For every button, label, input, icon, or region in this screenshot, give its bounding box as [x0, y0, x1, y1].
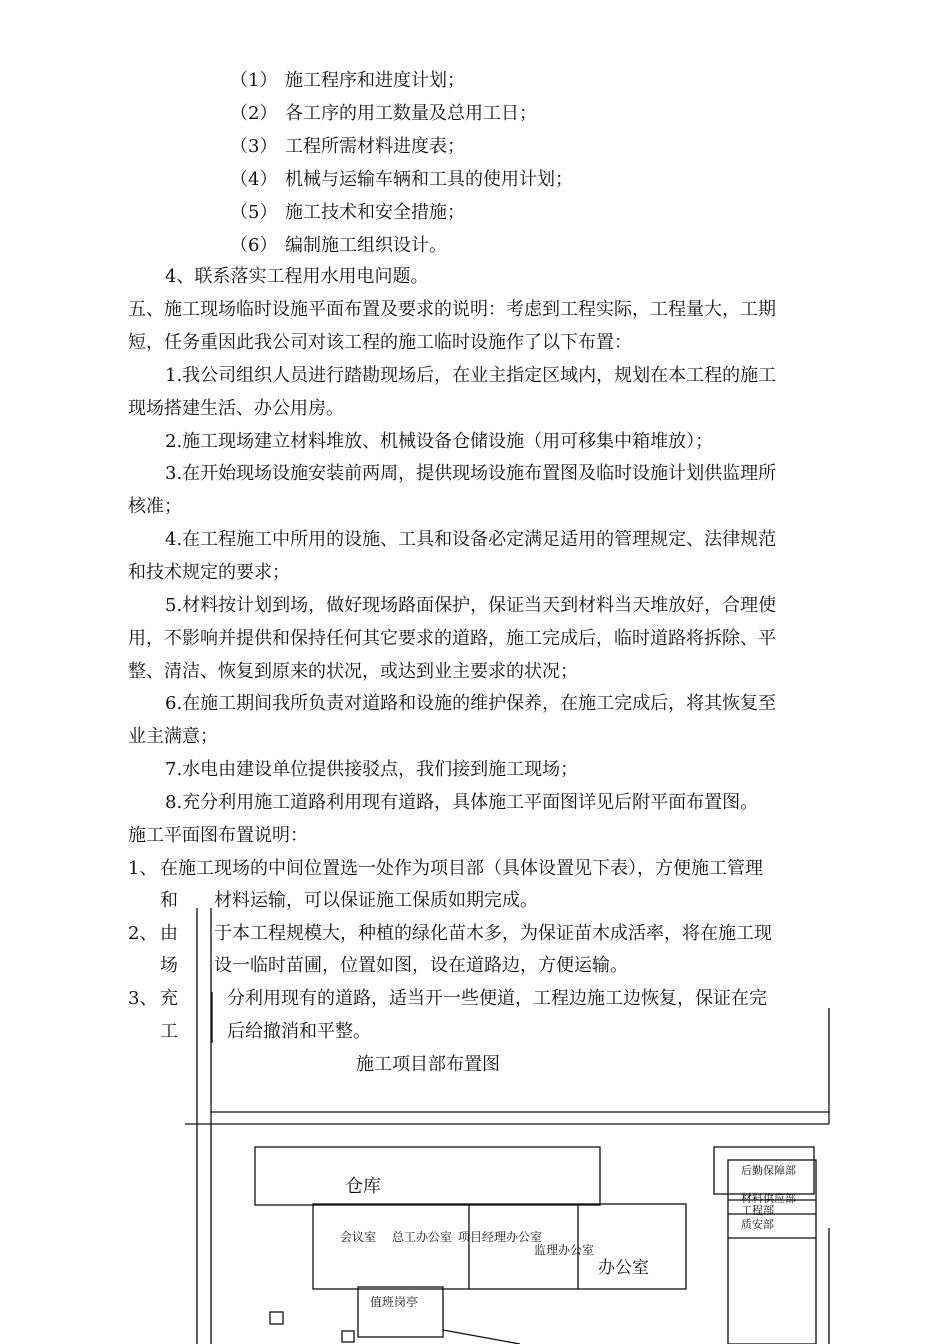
work-item-number: （6） — [230, 235, 278, 256]
layout-item-3-line-1: 分利用现有的道路，适当开一些便道，工程边施工边恢复，保证在完 — [227, 988, 767, 1009]
work-item-text: 施工程序和进度计划； — [285, 70, 465, 91]
section-5-line-1: 五、施工现场临时设施平面布置及要求的说明：考虑到工程实际，工程量大，工期 — [128, 299, 776, 320]
layout-item-1-wrap-char: 和 — [160, 890, 178, 911]
layout-item-1-number: 1、 — [128, 858, 158, 879]
supervisor-office-label: 监理办公室 — [534, 1243, 595, 1257]
quality-safety-label: 质安部 — [741, 1218, 774, 1231]
point-1-line-1: 1.我公司组织人员进行踏勘现场后，在业主指定区域内，规划在本工程的施工 — [165, 365, 777, 386]
point-8: 8.充分利用施工道路利用现有道路，具体施工平面图详见后附平面布置图。 — [165, 792, 759, 813]
layout-item-2-wrap-char-2: 场 — [160, 955, 178, 976]
point-4-line-2: 和技术规定的要求； — [128, 562, 290, 583]
layout-item-2-line-2: 设一临时苗圃，位置如图，设在道路边，方便运输。 — [214, 955, 628, 976]
layout-item-2-number: 2、 — [128, 923, 158, 944]
materials-label: 材料供应部 — [741, 1192, 796, 1205]
layout-item-3-wrap-char-2: 工 — [160, 1021, 178, 1042]
logistics-label: 后勤保障部 — [741, 1164, 796, 1177]
engineering-label: 工程部 — [741, 1204, 774, 1217]
office-label: 办公室 — [598, 1258, 649, 1278]
work-item-number: （5） — [230, 202, 278, 223]
item-4-text: 4、联系落实工程用水用电问题。 — [165, 266, 429, 287]
layout-item-3-wrap-char-1: 充 — [160, 988, 178, 1009]
bottom-road-line — [443, 1330, 520, 1344]
section-5-line-2: 短，任务重因此我公司对该工程的施工临时设施作了以下布置： — [128, 332, 632, 353]
departments-block — [728, 1160, 816, 1344]
layout-item-3-number: 3、 — [128, 988, 158, 1009]
guard-booth-label: 值班岗亭 — [370, 1295, 419, 1309]
work-item-text: 施工技术和安全措施； — [285, 202, 465, 223]
layout-item-1-line-1: 在施工现场的中间位置选一处作为项目部（具体设置见下表），方便施工管理 — [160, 858, 763, 879]
diagram-title: 施工项目部布置图 — [356, 1054, 500, 1075]
point-6-line-1: 6.在施工期间我所负责对道路和设施的维护保养，在施工完成后，将其恢复至 — [165, 693, 777, 714]
layout-item-1-line-2: 材料运输，可以保证施工保质如期完成。 — [214, 890, 538, 911]
point-1-line-2: 现场搭建生活、办公用房。 — [128, 398, 344, 419]
point-5-line-1: 5.材料按计划到场，做好现场路面保护，保证当天到材料当天堆放好，合理使 — [165, 595, 777, 616]
point-4-line-1: 4.在工程施工中所用的设施、工具和设备必定满足适用的管理规定、法律规范 — [165, 529, 777, 550]
work-item-number: （3） — [230, 136, 278, 157]
pm-office-label: 项目经理办公室 — [458, 1230, 543, 1244]
layout-heading: 施工平面图布置说明： — [128, 825, 308, 846]
warehouse-block — [255, 1147, 600, 1205]
work-item-text: 各工序的用工数量及总用工日； — [285, 103, 537, 124]
point-3-line-2: 核准； — [128, 496, 182, 517]
work-item-text: 编制施工组织设计。 — [285, 235, 447, 256]
point-5-line-2: 用，不影响并提供和保持任何其它要求的道路，施工完成后，临时道路将拆除、平 — [128, 628, 776, 649]
work-item-text: 机械与运输车辆和工具的使用计划； — [285, 169, 573, 190]
work-item-number: （4） — [230, 169, 278, 190]
point-5-line-3: 整、清洁、恢复到原来的状况，或达到业主要求的状况； — [128, 661, 578, 682]
small-square-2 — [342, 1331, 354, 1342]
work-item-number: （2） — [230, 103, 278, 124]
point-6-line-2: 业主满意； — [128, 726, 218, 747]
work-item-number: （1） — [230, 70, 278, 91]
layout-item-3-line-2: 后给撤消和平整。 — [227, 1021, 371, 1042]
point-7: 7.水电由建设单位提供接驳点，我们接到施工现场； — [165, 759, 579, 780]
layout-item-2-line-1: 于本工程规模大，种植的绿化苗木多，为保证苗木成活率，将在施工现 — [214, 923, 772, 944]
warehouse-label: 仓库 — [345, 1176, 381, 1197]
small-square-1 — [270, 1312, 283, 1324]
point-3-line-1: 3.在开始现场设施安装前两周，提供现场设施布置图及临时设施计划供监理所 — [165, 463, 777, 484]
meeting-room-label: 会议室 — [340, 1230, 377, 1244]
layout-item-2-wrap-char-1: 由 — [160, 923, 178, 944]
work-item-text: 工程所需材料进度表； — [285, 136, 465, 157]
point-2: 2.施工现场建立材料堆放、机械设备仓储设施（用可移集中箱堆放）； — [165, 431, 714, 452]
chief-office-label: 总工办公室 — [392, 1230, 453, 1244]
